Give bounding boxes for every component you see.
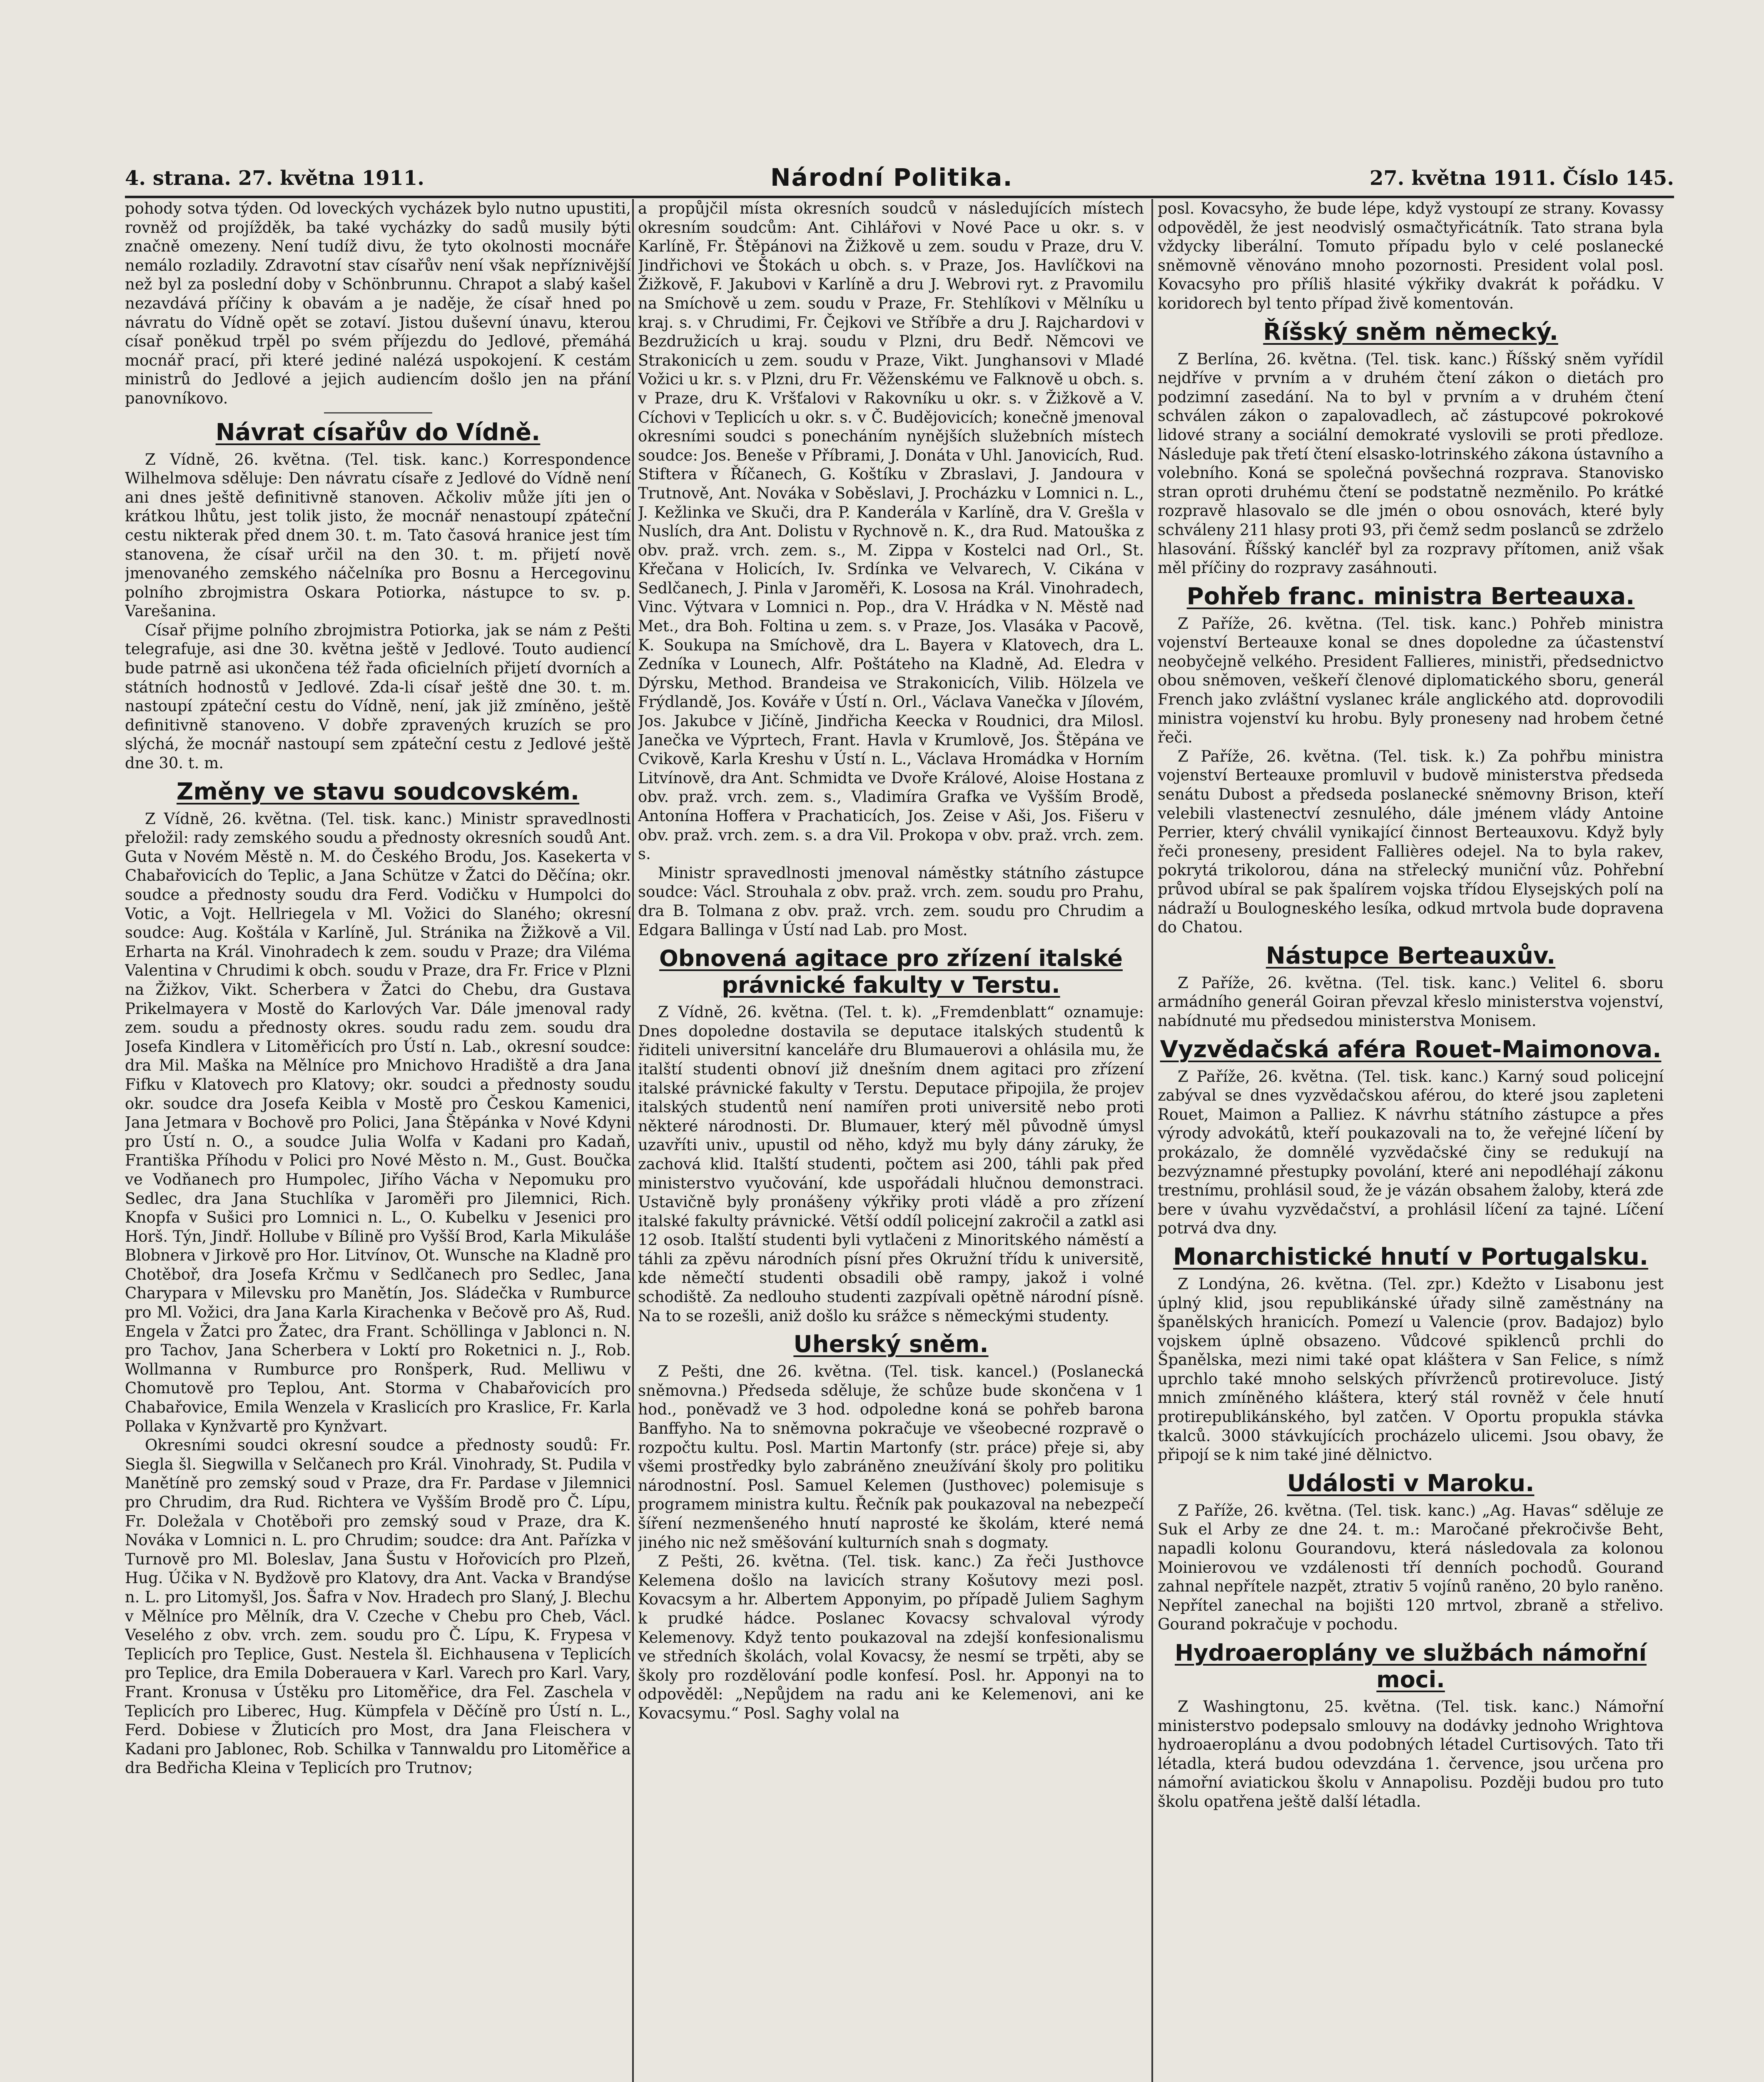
article-heading: Vyzvědačská aféra Rouet-Maimonova. [1160,1036,1662,1063]
article-heading: Obnovená agitace pro zřízení italské právnické fakulty v Terstu. [659,945,1123,999]
article-text: Z Paříže, 26. května. (Tel. tisk. kanc.) Karný soud policejní zabýval se dnes vyzvědačskou aférou, do které jsou zapleteni Rouet, Maimon a Palliez. K návrhu státního zástupce a přes výrody advokátů, kteří poukazovali na to, že veřejné líčení by prokázalo, že domnělé vyzvědačské činy se redukují na bezvýznamné přestupky povolání, které ani nepodléhají zákonu trestnímu, prohlásil soud, že je vázán obsahem žaloby, která zde bere v úvahu vyzvědačství, a prohlásil líčení za tajné. Líčení potrvá dva dny. [1158,1067,1664,1238]
article-text: Z Paříže, 26. května. (Tel. tisk. kanc.) Velitel 6. sboru armádního generál Goiran převzal křeslo ministerstva vojenství, nabídnuté mu předsedou ministerstva Monisem. [1158,974,1664,1030]
article-text: Ministr spravedlnosti jmenoval náměstky státního zástupce soudce: Václ. Strouhala z obv. praž. vrch. zem. soudu pro Prahu, dra B. Tolmana z obv. praž. vrch. zem. soudu pro Chrudim a Edgara Ballinga v Ústí nad Lab. pro Most. [638,864,1144,939]
article-heading: Monarchistické hnutí v Portugalsku. [1173,1243,1649,1270]
issue-number: 27. května 1911. Číslo 145. [1369,167,1674,190]
article-text: Z Vídně, 26. května. (Tel. t. k). „Fremdenblatt“ oznamuje: Dnes dopoledne dostavila se deputace italských studentů k řiditeli universitní kanceláře dru Blumauerovi a ohlásila mu, že italští studenti obnoví již dnešním dnem agitaci pro zřízení italské právnické fakulty v Terstu. Deputace připojila, že projev italských studentů není namířen proti universitě nebo proti některé národnosti. Dr. Blumauer, který měl původně úmysl uzavříti univ., upustil od něho, když mu byly dány záruky, že zachová klid. Italští studenti, počtem asi 200, táhli pak před ministerstvo vyučování, kde uspořádali hlučnou demonstraci. Ustavičně byly pronášeny výkřiky proti vládě a pro zřízení italské fakulty právnické. Větší oddíl policejní zakročil a zatkl asi 12 osob. Italští studenti byli vytlačeni z Minoritského náměstí a táhli za zpěvu národních písní přes Okružní třídu k universitě, kde němečtí studenti obsadili obě rampy, jakož i volné schodiště. Za nedlouho studenti zazpívali opětně národní písně. Na to se rozešli, aniž došlo ku srážce s německými studenty. [638,1003,1144,1325]
column-2 [638,199,1144,2082]
article-text: Z Paříže, 26. května. (Tel. tisk. k.) Za pohřbu ministra vojenství Berteauxe promluvil v budově ministerstva předseda senátu Dubost a předseda poslanecké sněmovny Brison, kteří velebili vlastenectví zesnulého, dále jménem vlády Antoine Perrier, který chválil vynikající činnost Berteauxovu. Když byly řeči proneseny, president Fallières odejel. Na to byla rakev, pokrytá trikolorou, dána na střelecký muniční vůz. Pohřební průvod ubíral se pak špalírem vojska třídou Elysejských polí na nádraží u Boulogneského lesíka, odkud mrtvola bude dopravena do Chatou. [1158,747,1664,936]
article-heading: Nástupce Berteauxův. [1266,942,1556,969]
article-text: a propůjčil místa okresních soudců v následujících místech okresním soudcům: Ant. Cihlářovi v Nové Pace u okr. s. v Karlíně, Fr. Štěpánovi na Žižkově u zem. soudu v Praze, dru V. Jindřichovi ve Štokách u obch. s. v Praze, Jos. Havlíčkovi na Žižkově, F. Jakubovi v Karlíně a dru J. Webrovi ryt. z Pravomilu na Smíchově u zem. soudu v Praze, Fr. Stehlíkovi v Mělníku u kraj. s. v Chrudimi, Fr. Čejkovi ve Stříbře a dru J. Rajchardovi v Bezdružicích u kraj. soudu v Plzni, dru Bedř. Němcovi ve Strakonicích u zem. soudu v Praze, Vikt. Junghansovi v Mladé Vožici u kr. s. v Plzni, dru Fr. Věženskému ve Falknově u obch. s. v Praze, dru K. Vršťalovi v Rakovníku u okr. s. v Žižkově a V. Cíchovi v Teplicích u okr. s. v Č. Budějovicích; konečně jmenoval okresními soudci s ponecháním nynějších služebních místech soudce: Jos. Beneše v Příbrami, J. Donáta v Uhl. Janovicích, Rud. Stiftera v Říčanech, G. Koštíku v Zbraslavi, J. Jandoura v Trutnově, Ant. Nováka v Soběslavi, J. Procházku v Lomnici n. L., J. Kežlinka ve Skuči, dra P. Kanderála v Karlíně, dra V. Grešla v Nuslích, dra Ant. Dolistu v Rychnově n. K., dra Rud. Matouška z obv. praž. vrch. zem. s., M. Zippa v Kostelci nad Orl., St. Křečana v Holicích, Iv. Srdínka ve Velvarech, V. Cikána v Sedlčanech, J. Pinla v Jaroměři, K. Lososa na Král. Vinohradech, Vinc. Výtvara v Lomnici n. Pop., dra V. Hrádka v N. Městě nad Met., dra Boh. Foltina u zem. s. v Praze, Jos. Vlasáka v Pacově, K. Soukupa na Smíchově, dra L. Bayera v Klatovech, dra L. Zedníka v Lounech, Alfr. Poštáteho na Kladně, Ad. Eledra v Dýrsku, Method. Brandeisa ve Strakonicích, Vilib. Hölzela ve Frýdlandě, Jos. Kováře v Ústí n. Orl., Václava Vanečka v Jílovém, Jos. Jakubce v Jičíně, Jindřicha Keecka v Roudnici, dra Milosl. Janečka ve Výprtech, Frant. Havla v Krumlově, Jos. Štěpána ve Cvikově, Karla Kreshu v Ústí n. L., Václava Hromádka v Horním Litvínově, dra Ant. Schmidta ve Dvoře Králové, Aloise Hostana z obv. praž. vrch. zem. s., Vladimíra Grafka ve Vyšším Brodě, Antonína Hoffera v Prachaticích, Jos. Zeise v Aši, Jos. Fišeru v obv. praž. vrch. zem. s. a dra Vil. Prokopa v obv. praž. vrch. zem. s. [638,199,1144,863]
article-text: Okresními soudci okresní soudce a přednosty soudů: Fr. Siegla šl. Siegwilla v Selčanech pro Král. Vinohrady, St. Pudila v Manětíně pro zemský soud v Praze, dra Fr. Pardase v Jilemnici pro Chrudim, dra Rud. Richtera ve Vyšším Brodě pro Č. Lípu, Fr. Doležala v Chotěboři pro zemský soud v Praze, dra K. Nováka v Lomnici n. L. pro Chrudim; soudce: dra Ant. Pařízka v Turnově pro Ml. Boleslav, Jana Šustu v Hořovicích pro Plzeň, Hug. Účika v N. Bydžově pro Klatovy, dra Ant. Vacka v Brandýse n. L. pro Litomyšl, Jos. Šafra v Nov. Hradech pro Slaný, J. Blechu v Mělníce pro Mělník, dra V. Czeche v Chebu pro Cheb, Václ. Veselého z obv. vrch. zem. soudu pro Č. Lípu, K. Frypesa v Teplicích pro Teplice, Gust. Nestela šl. Eichhausena v Teplicích pro Teplice, dra Emila Doberauera v Karl. Varech pro Karl. Vary, Frant. Kronusa v Ústěku pro Litoměřice, dra Fel. Zaschela v Teplicích pro Liberec, Hug. Kümpfela v Děčíně pro Ústí n. L., Ferd. Dobiese v Žluticích pro Most, dra Jana Fleischera v Kadani pro Jablonec, Rob. Schilka v Tannwaldu pro Litoměřice a dra Bedřicha Kleina v Teplicích pro Trutnov; [125,1436,631,1777]
separator [324,412,432,413]
column-divider [632,199,634,2082]
article-text: pohody sotva týden. Od loveckých vycházek bylo nutno upustiti, rovněž od projížděk, ba také vycházky do sadů musily býti značně omezeny. Není tudíž divu, že tyto okolnosti mocnáře nemálo rozladily. Zdravotní stav císařův není však nepříznivější než byl za poslední doby v Schönbrunnu. Chrapot a slabý kašel nezavdává příčiny k obavám a je naděje, že císař hned po návratu do Vídně opět se zotaví. Jistou duševní únavu, kterou císař poněkud trpěl po svém příjezdu do Jedlové, přemáhá mocnář prací, při které jediné nalézá uspokojení. K cestám ministrů do Jedlové a jejich audiencím došlo jen na přání panovníkovo. [125,199,631,407]
article-heading: Události v Maroku. [1287,1469,1535,1497]
article-text: posl. Kovacsyho, že bude lépe, když vystoupí ze strany. Kovassy odpověděl, že jest neodvislý osmačtyřicátník. Tato strana byla vždycky liberální. Tomuto případu bylo v celé poslanecké sněmovně věnováno mnoho pozornosti. President volal posl. Kovacsyho pro příliš hlasité výkřiky dvakrát k pořádku. V koridorech byl tento případ živě komentován. [1158,199,1664,312]
newspaper-title: Národní Politika. [770,163,1013,192]
masthead [125,158,1674,198]
article-heading: Změny ve stavu soudcovském. [176,778,580,805]
article-heading: Návrat císařův do Vídně. [215,418,541,446]
column-3 [1158,199,1664,2082]
column-divider [1151,199,1153,2082]
article-heading: Pohřeb franc. ministra Berteauxa. [1186,583,1635,610]
article-text: Z Vídně, 26. května. (Tel. tisk. kanc.) Korrespondence Wilhelmova sděluje: Den návratu císaře z Jedlové do Vídně není ani dnes ještě definitivně stanoven. Ačkoliv může jíti jen o krátkou lhůtu, jest tolik jisto, že mocnář nenastoupí zpáteční cestu nikterak před dnem 30. t. m. Tato časová hranice jest tím stanovena, že císař určil na den 30. t. m. přijetí nově jmenovaného zemského náčelníka pro Bosnu a Hercegovinu polního zbrojmistra Oskara Potiorka, nástupce to sv. p. Varešanina. [125,450,631,620]
article-text: Z Paříže, 26. května. (Tel. tisk. kanc.) „Ag. Havas“ sděluje ze Suk el Arby ze dne 24. t. m.: Maročané překročivše Beht, napadli kolonu Gourandovu, která následovala za kolonou Moinierovou ve vzdálenosti tří denních pochodů. Gourand zahnal nepřítele nazpět, ztrativ 5 vojínů raněno, 20 bylo raněno. Nepřítel zanechal na bojišti 120 mrtvol, zbraně a střelivo. Gourand pokračuje v pochodu. [1158,1501,1664,1634]
article-heading: Říšský sněm německý. [1263,318,1558,346]
article-heading: Hydroaeroplány ve službách námořní moci. [1175,1640,1647,1693]
article-heading: Uherský sněm. [793,1331,989,1358]
article-text: Z Berlína, 26. května. (Tel. tisk. kanc.) Říšský sněm vyřídil nejdříve v prvním a v druhém čtení zákon o dietách pro podzimní zasedání. Na to byl v prvním a v druhém čtení schválen zákon o zapalovadlech, ač zástupcové pokrokové lidové strany a sociální demokraté vyslovili se proti předloze. Následuje pak třetí čtení elsasko-lotrinského zákona ústavního a volebního. Koná se společná povšechná rozprava. Stanovisko stran oproti druhému čtení se podstatně nezměnilo. Po krátké rozpravě hlasovalo se dle jmén o obou osnovách, které byly schváleny 211 hlasy proti 93, při čemž sedm poslanců se zdrželo hlasování. Říšský kancléř byl za rozpravy přítomen, aniž však měl příčiny do rozpravy zasáhnouti. [1158,350,1664,577]
article-text: Z Pešti, dne 26. května. (Tel. tisk. kancel.) (Poslanecká sněmovna.) Předseda sděluje, že schůze bude skončena v 1 hod., poněvadž ve 3 hod. odpoledne koná se pohřeb barona Banffyho. Na to sněmovna pokračuje ve všeobecné rozpravě o rozpočtu kultu. Posl. Martin Martonfy (str. práce) přeje si, aby všemi prostředky bylo zabráněno zneužívání školy pro politiku národnostní. Posl. Samuel Kelemen (Justhovec) polemisuje s programem ministra kultu. Řečník pak poukazoval na nebezpečí šíření nezmenšeného hnutí naprosté ke školám, které nemá jiného nic než směšování kulturních snah s dogmaty. [638,1362,1144,1552]
article-text: Z Pešti, 26. května. (Tel. tisk. kanc.) Za řeči Justhovce Kelemena došlo na lavicích strany Košutovy mezi posl. Kovacsym a hr. Albertem Apponyim, po případě Juliem Saghym k prudké hádce. Poslanec Kovacsy schvaloval výrody Kelemenovy. Když tento poukazoval na zdejší konfesionalismu ve středních školách, volal Kovacsy, že nesmí se trpěti, aby se školy pro rozdělování podle konfesí. Posl. hr. Apponyi na to odpověděl: „Nepůjdem na radu ani ke Kelemenovi, ani ke Kovacsymu.“ Posl. Saghy volal na [638,1552,1144,1722]
article-text: Z Londýna, 26. května. (Tel. zpr.) Kdežto v Lisabonu jest úplný klid, jsou republikánské úřady silně zaměstnány na španělských hranicích. Pomezí u Valencie (prov. Badajoz) bylo vojskem úplně obsazeno. Vůdcové spiklenců prchli do Španělska, mezi nimi také opat kláštera v San Felice, s nímž uprchlo také mnoho selských přívrženců protirevoluce. Jistý mnich zmíněného kláštera, který stál rovněž v čele hnutí protirepublikánského, byl zatčen. V Oportu propukla stávka tkalců. 3000 stávkujících procházelo ulicemi. Jsou obavy, že připojí se k nim také jiné dělnictvo. [1158,1275,1664,1464]
page-date-left: 4. strana. 27. května 1911. [125,167,424,190]
article-text: Z Washingtonu, 25. května. (Tel. tisk. kanc.) Námořní ministerstvo podepsalo smlouvy na dodávky jednoho Wrightova hydroaeroplánu a dvou podobných létadel Curtisových. Tato tři létadla, která budou odevzdána 1. července, jsou určena pro námořní aviatickou školu v Annapolisu. Později budou pro tuto školu opatřena ještě další létadla. [1158,1698,1664,1811]
article-text: Z Vídně, 26. května. (Tel. tisk. kanc.) Ministr spravedlnosti přeložil: rady zemského soudu a přednosty okresních soudů Ant. Guta v Novém Městě n. M. do Českého Brodu, Jos. Kasekerta v Chabařovicích do Teplic, a Jana Schütze v Žatci do Děčína; okr. soudce a přednosty soudu dra Ferd. Vodičku v Humpolci do Votic, a Vojt. Hellriegela v Ml. Vožici do Slaného; okresní soudce: Aug. Koštála v Karlíně, Jul. Stránika na Žižkově a Vil. Erharta na Král. Vinohradech k zem. soudu v Praze; dra Viléma Valentina v Chrudimi k obch. soudu v Praze, dra Fr. Frice v Plzni na Žižkov, Vikt. Scherbera v Žatci do Chebu, dra Gustava Prikelmayera v Mostě do Karlových Var. Dále jmenoval rady zem. soudu a přednosty okres. soudu radu zem. soudu dra Josefa Kindlera v Litoměřicích pro Ústí n. Lab., okresní soudce: dra Mil. Maška na Mělníce pro Mnichovo Hradiště a dra Jana Fifku v Klatovech pro Klatovy; okr. soudci a přednosty soudu okr. soudce dra Josefa Keibla v Mostě pro Českou Kamenici, Jana Jetmara v Bochově pro Polici, Jana Štěpánka v Nové Kdyni pro Ústí n. O., a soudce Julia Wolfa v Kadani pro Kadaň, Františka Příhodu v Polici pro Nové Město n. M., Gust. Boučka ve Vodňanech pro Humpolec, Jiřího Vácha v Nepomuku pro Sedlec, dra Jana Stuchlíka v Jaroměři pro Jilemnici, Rich. Knopfa v Sušici pro Lomnici n. L., O. Kubelku v Jesenici pro Horš. Týn, Jindř. Hollube v Bílině pro Vyšší Brod, Karla Mikuláše Blobnera v Jirkově pro Hor. Litvínov, Ot. Wunsche na Kladně pro Chotěboř, dra Josefa Krčmu v Sedlčanech pro Sedlec, Jana Charypara v Milevsku pro Manětín, Jos. Sládečka v Rumburce pro Ml. Vožici, dra Jana Karla Kirachenka v Bečově pro Aš, Rud. Engela v Žatci pro Žatec, dra Frant. Schöllinga v Jablonci n. N. pro Tachov, Jana Scherbera v Loktí pro Roketnici n. J., Rob. Wollmanna v Rumburce pro Ronšperk, Rud. Melliwu v Chomutově pro Teplou, Ant. Storma v Chabařovicích pro Chabařovice, Emila Wenzela v Kraslicích pro Kraslice, Fr. Karla Pollaka v Kynžvartě pro Kynžvart. [125,809,631,1435]
article-text: Císař přijme polního zbrojmistra Potiorka, jak se nám z Pešti telegrafuje, asi dne 30. května ještě v Jedlové. Touto audiencí bude patrně asi ukončena též řada oficielních přijetí dvorních a státních hodnostů v Jedlové. Zda-li císař ještě dne 30. t. m. nastoupí zpáteční cestu do Vídně, není, jak již zmíněno, ještě definitivně stanoveno. V dobře zpravených kruzích se pro slýchá, že mocnář nastoupí sem zpáteční cestu z Jedlové ještě dne 30. t. m. [125,621,631,772]
article-text: Z Paříže, 26. května. (Tel. tisk. kanc.) Pohřeb ministra vojenství Berteauxe konal se dnes dopoledne za účastenství neobyčejně velkého. President Fallieres, ministři, předsednictvo obou sněmoven, veškeří členové diplomatického sboru, generál French jako zvláštní vyslanec krále anglického atd. doprovodili ministra vojenství ku hrobu. Byly proneseny nad hrobem četné řeči. [1158,614,1664,747]
column-1 [125,199,631,2082]
